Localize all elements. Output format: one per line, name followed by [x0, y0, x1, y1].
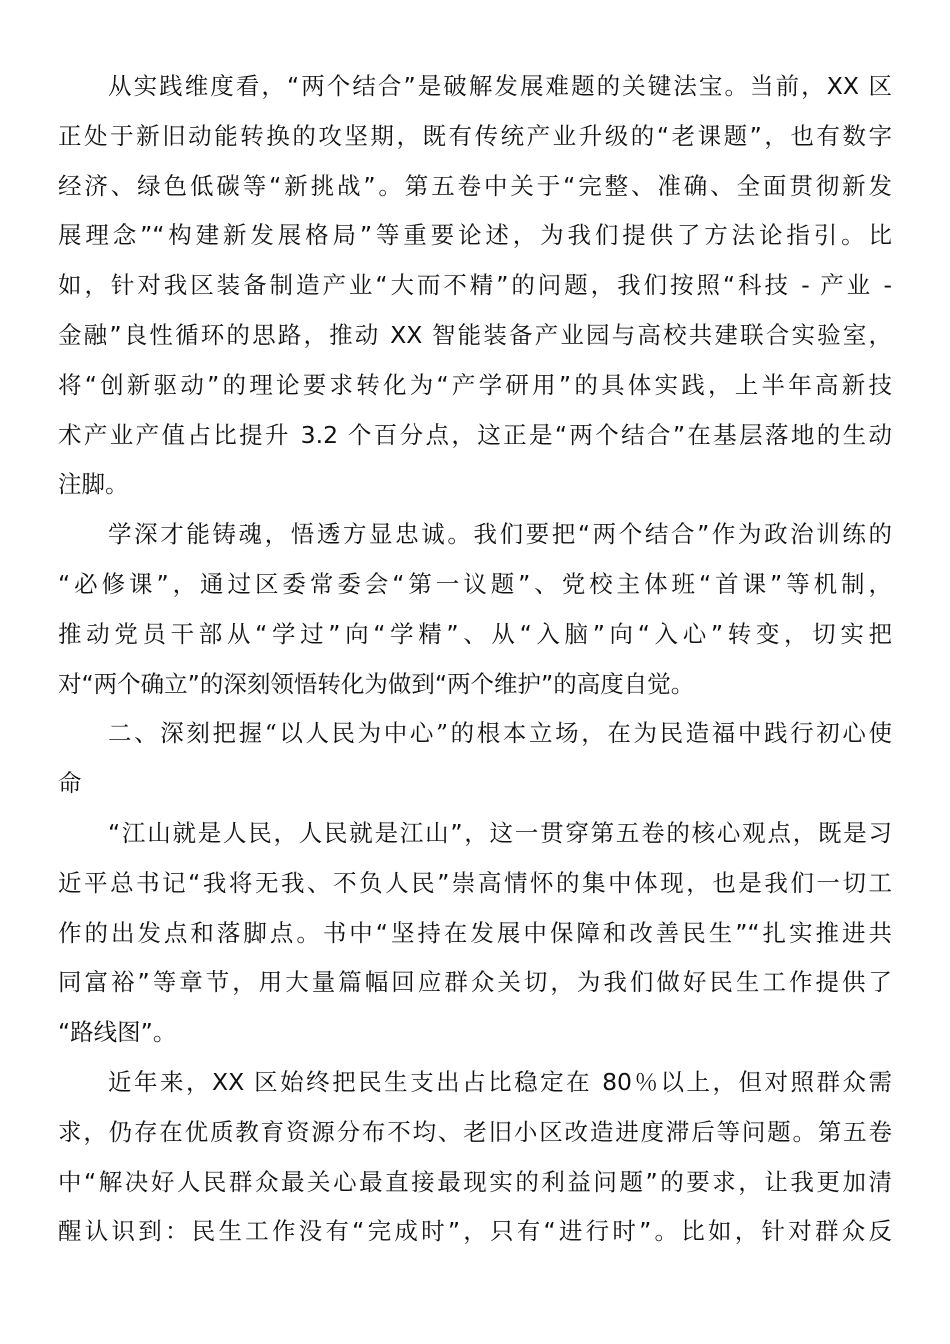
- text-line: 求，仍存在优质教育资源分布不均、老旧小区改造进度滞后等问题。第五卷: [58, 1117, 892, 1146]
- text-line: 金融”良性循环的思路，推动 XX 智能装备产业园与高校共建联合实验室，: [58, 320, 892, 349]
- text-line: 术产业产值占比提升 3.2 个百分点，这正是“两个结合”在基层落地的生动: [58, 420, 892, 449]
- heading-line: 命: [58, 769, 82, 798]
- text-line: 从实践维度看，“两个结合”是破解发展难题的关键法宝。当前，XX 区: [108, 72, 892, 100]
- text-line: “江山就是人民，人民就是江山”，这一贯穿第五卷的核心观点，既是习: [108, 818, 892, 847]
- paragraph-study-deeply: [58, 510, 892, 709]
- text-line: 同富裕”等章节，用大量篇幅回应群众关切，为我们做好民生工作提供了: [58, 968, 892, 997]
- text-line: 醒认识到：民生工作没有“完成时”，只有“进行时”。比如，针对群众反: [58, 1217, 892, 1246]
- text-line: 展理念”“构建新发展格局”等重要论述，为我们提供了方法论指引。比: [58, 221, 892, 250]
- text-line: 如，针对我区装备制造产业“大而不精”的问题，我们按照“科技 - 产业 -: [58, 271, 892, 300]
- text-line: 注脚。: [58, 470, 129, 499]
- text-line: 近平总书记“我将无我、不负人民”崇高情怀的集中体现，也是我们一切工: [58, 868, 892, 897]
- heading-line: 二、深刻把握“以人民为中心”的根本立场，在为民造福中践行初心使: [108, 719, 892, 748]
- text-line: 对“两个确立”的深刻领悟转化为做到“两个维护”的高度自觉。: [58, 669, 695, 698]
- text-line: “必修课”，通过区委常委会“第一议题”、党校主体班“首课”等机制，: [58, 569, 892, 598]
- text-line: 推动党员干部从“学过”向“学精”、从“入脑”向“入心”转变，切实把: [58, 619, 892, 648]
- paragraph-people-core-view: [58, 809, 892, 1058]
- document-page: [58, 62, 892, 1257]
- text-line: 中“解决好人民群众最关心最直接最现实的利益问题”的要求，让我更加清: [58, 1167, 892, 1196]
- text-line: 正处于新旧动能转换的攻坚期，既有传统产业升级的“老课题”，也有数字: [58, 121, 892, 150]
- section-heading-people-centered: [58, 709, 892, 809]
- text-line: 学深才能铸魂，悟透方显忠诚。我们要把“两个结合”作为政治训练的: [108, 520, 892, 549]
- text-line: 近年来，XX 区始终把民生支出占比稳定在 80％以上，但对照群众需: [108, 1067, 892, 1096]
- text-line: 作的出发点和落脚点。书中“坚持在发展中保障和改善民生”“扎实推进共: [58, 918, 892, 947]
- text-line: 将“创新驱动”的理论要求转化为“产学研用”的具体实践，上半年高新技: [58, 370, 892, 399]
- text-line: 经济、绿色低碳等“新挑战”。第五卷中关于“完整、准确、全面贯彻新发: [58, 171, 892, 200]
- text-line: “路线图”。: [58, 1018, 177, 1047]
- paragraph-practice-dimension: [58, 62, 892, 510]
- paragraph-livelihood-spending: [58, 1058, 892, 1257]
